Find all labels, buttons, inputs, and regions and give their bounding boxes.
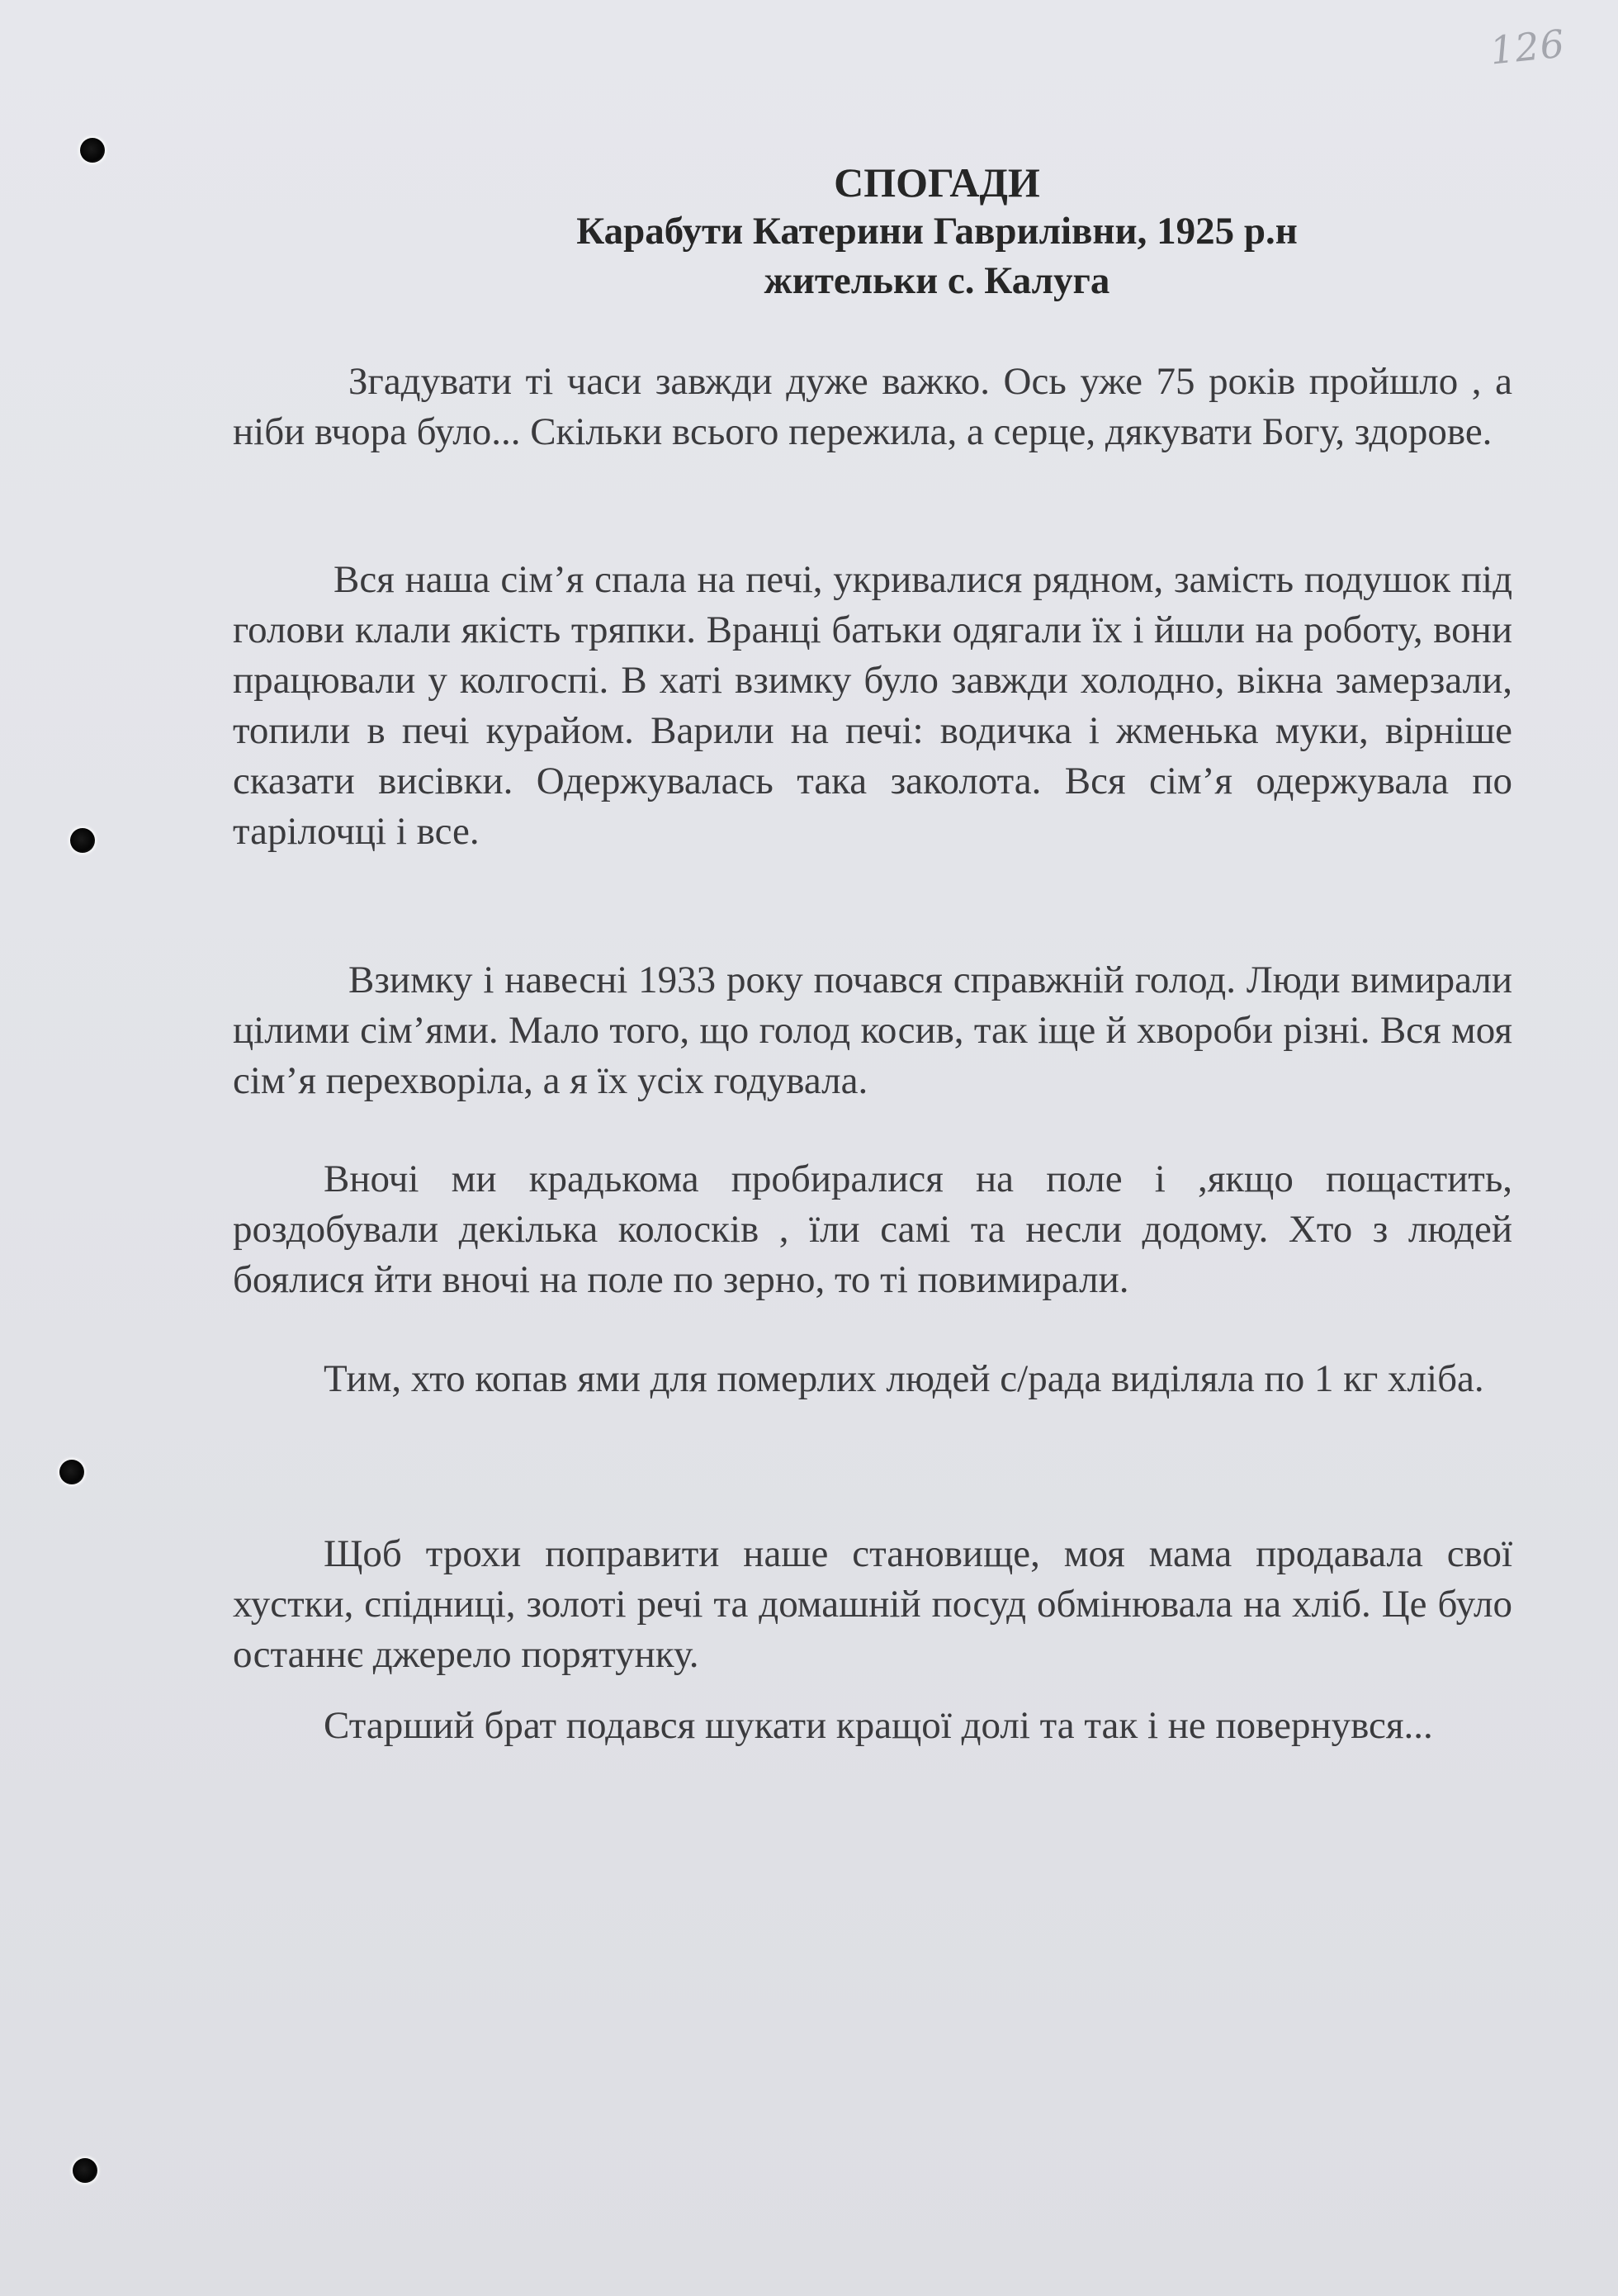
document-subtitle: Карабути Катерини Гаврилівни, 1925 р.н xyxy=(576,210,1298,253)
handwritten-page-number: 126 xyxy=(1488,21,1568,73)
paragraph: Тим, хто копав ями для померлих людей с/рада виділяла по 1 кг хліба. xyxy=(324,1357,1484,1400)
punch-hole xyxy=(73,2158,97,2183)
paragraph: Вся наша сім’я спала на печі, укривалися рядном, замість подушок під голови клали якість тряпки. Вранці батьки одягали їх і йшли на роботу, вони працювали у колгоспі. В хаті взимку було завжди холодно, вікна замерзали, топили в печі курайом. Варили на печі: водичка і жменька муки, вірніше сказати висівки. Одержувалась така заколота. Вся сім’я одержувала по тарілочці і все. xyxy=(233,558,1512,853)
paragraph: Взимку і навесні 1933 року почався справжній голод. Люди вимирали цілими сім’ями. Мало того, що голод косив, так іще й хвороби різні. Вся моя сім’я перехворіла, а я їх усіх годувала. xyxy=(233,959,1512,1102)
document-location: жительки с. Калуга xyxy=(764,259,1110,302)
paragraph: Старший брат подався шукати кращої долі та так і не повернувся... xyxy=(324,1704,1433,1747)
document-title: СПОГАДИ xyxy=(834,159,1040,206)
paragraph: Вночі ми крадькома пробиралися на поле і ,якщо пощастить, роздобували декілька колосків , їли самі та несли додому. Хто з людей боялися йти вночі на поле по зерно, то ті повимирали. xyxy=(233,1157,1512,1301)
paragraph: Згадувати ті часи завжди дуже важко. Ось уже 75 років пройшло , а ніби вчора було... Скільки всього пережила, а серце, дякувати Богу, здорове. xyxy=(233,360,1512,453)
paragraph: Щоб трохи поправити наше становище, моя мама продавала свої хустки, спідниці, золоті речі та домашній посуд обмінювала на хліб. Це було останнє джерело порятунку. xyxy=(233,1532,1512,1676)
punch-hole xyxy=(59,1460,84,1484)
punch-hole xyxy=(80,138,105,163)
punch-hole xyxy=(70,828,95,853)
